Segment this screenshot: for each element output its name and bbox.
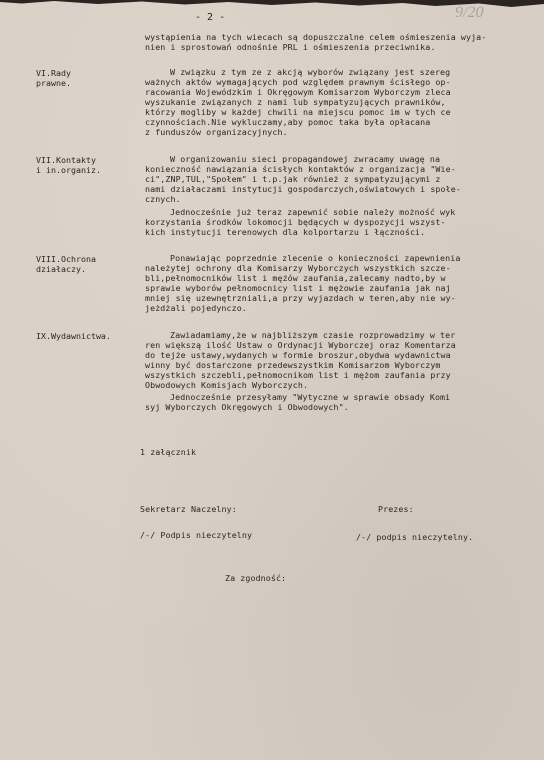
- body-line: należytej ochrony dla Komisarzy Wyborczych wszystkich szcze-: [145, 263, 451, 273]
- body-line: ci",ZNP,TUL,"Społem" i t.p.jak również z sympatyzującymi z: [145, 174, 441, 184]
- body-line: Jednocześnie już teraz zapewnić sobie należy możność wyk: [170, 207, 456, 217]
- body-line: bli,pełnomocników list i mężów zaufania,zalecamy nadto,by w: [145, 273, 446, 283]
- secretary-signature: /-/ Podpis nieczytelny: [140, 530, 253, 540]
- body-line: winny być dostarczone przedewszystkim Komisarzom Wyborczym: [145, 360, 441, 370]
- body-line: którzy mogliby w każdej chwili na miejscu pomoc im w tych ce: [145, 107, 451, 117]
- section-heading: VII.Kontakty: [36, 155, 96, 165]
- body-line: W organizowaniu sieci propagandowej zwracamy uwagę na: [170, 154, 441, 164]
- body-line: cznych.: [145, 194, 181, 204]
- body-line: W związku z tym ze z akcją wyborów związany jest szereg: [170, 67, 451, 77]
- body-line: Jednocześnie przesyłamy "Wytyczne w sprawie obsady Komi: [170, 392, 451, 402]
- body-line: ważnych aktów wymagających pod względem prawnym ścisłego op-: [145, 77, 451, 87]
- intro-line: nien i sprostowań odnośnie PRL i ośmieszenia przeciwnika.: [145, 42, 436, 52]
- section-heading: VIII.Ochrona: [36, 254, 96, 264]
- body-line: Obwodowych Komisjach Wyborczych.: [145, 380, 309, 390]
- secretary-label: Sekretarz Naczelny:: [140, 504, 237, 514]
- body-line: mniej się uzewnętrzniali,a przy wyjazdach w teren,aby nie wy-: [145, 293, 456, 303]
- section-heading: IX.Wydawnictwa.: [36, 331, 111, 341]
- body-line: syj Wyborczych Okręgowych i Obwodowych".: [145, 402, 349, 412]
- president-signature: /-/ podpis nieczytelny.: [356, 532, 474, 542]
- intro-line: wystąpienia na tych wiecach są dopuszczalne celem ośmieszenia wyja-: [145, 32, 487, 42]
- section-heading: prawne.: [36, 78, 71, 88]
- section-heading: działaczy.: [36, 264, 86, 274]
- body-line: kich instytucji terenowych dla kolportarzu i łączności.: [145, 227, 426, 237]
- body-line: Ponawiając poprzednie zlecenie o konieczności zapewnienia: [170, 253, 461, 263]
- section-heading: VI.Rady: [36, 68, 71, 78]
- attachment-note: 1 załącznik: [140, 447, 197, 457]
- body-line: wszystkich szczebli,pełnomocnikom list i mężom zaufania przy: [145, 370, 451, 380]
- conformity-note: Za zgodność:: [225, 573, 287, 583]
- body-line: jeżdżali pojedynczo.: [145, 303, 247, 313]
- body-line: wyszukanie związanych z nami lub sympatyzujących prawników,: [145, 97, 446, 107]
- president-label: Prezes:: [378, 504, 414, 514]
- body-line: korzystania środków lokomocji będących w dyspozycji wszyst-: [145, 217, 446, 227]
- body-line: czynnościach.Nie wykluczamy,aby pomoc taka była opłacana: [145, 117, 431, 127]
- body-line: z funduszów organizacyjnych.: [145, 127, 288, 137]
- page-number: - 2 -: [195, 12, 226, 23]
- body-line: Zawiadamiamy,że w najbliższym czasie rozprowadzimy w ter: [170, 330, 456, 340]
- body-line: ren większą ilość Ustaw o Ordynacji Wyborczej oraz Komentarza: [145, 340, 456, 350]
- body-line: sprawie wyborów pełnomocnicy list i mężowie zaufania jak naj: [145, 283, 451, 293]
- body-line: konieczność nawiązania ścisłych kontaktów z organizacja "Wie-: [145, 164, 456, 174]
- archive-number-stamp: 9/20: [455, 4, 484, 21]
- body-line: do tejże ustawy,wydanych w formie broszur,obydwa wydawnictwa: [145, 350, 451, 360]
- body-line: nami działaczami instytucji gospodarczych,oświatowych i społe-: [145, 184, 461, 194]
- section-heading: i in.organiz.: [36, 165, 101, 175]
- body-line: racowania Wojewódzkim i Okręgowym Komisarzom Wyborczym zleca: [145, 87, 451, 97]
